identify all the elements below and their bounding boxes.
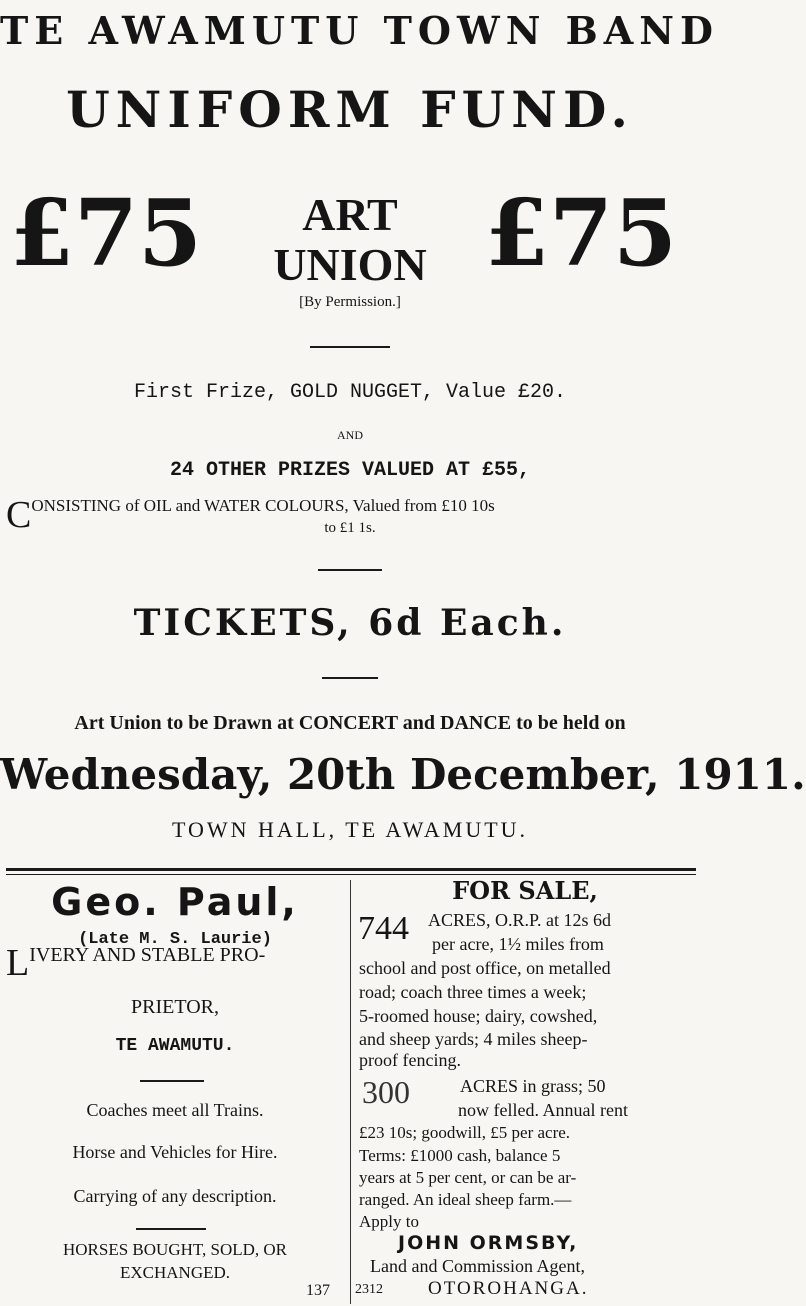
- livery-line-1: [6, 944, 265, 982]
- consisting-dropcap: C: [6, 494, 32, 536]
- tickets-line: TICKETS, 6d Each.: [133, 602, 567, 644]
- horses-line-2: EXCHANGED.: [119, 1263, 231, 1282]
- horse-line: Horse and Vehicles for Hire.: [72, 1142, 278, 1162]
- permission-note: [By Permission.]: [299, 294, 401, 310]
- advertiser-name: Geo. Paul,: [51, 880, 299, 924]
- other-prizes: 24 OTHER PRIZES VALUED AT £55,: [169, 459, 531, 482]
- lot-744-line: per acre, 1½ miles from: [432, 934, 604, 954]
- draw-place: TOWN HALL, TE AWAMUTU.: [171, 817, 529, 842]
- lot-300-number: 300: [362, 1074, 410, 1110]
- art-label: ART: [302, 189, 398, 240]
- lot-744-line: 5-roomed house; dairy, cowshed,: [359, 1006, 598, 1026]
- lot-744-number: 744: [358, 910, 409, 947]
- and-label: AND: [337, 428, 363, 442]
- first-prize: First Frize, GOLD NUGGET, Value £20.: [133, 381, 567, 404]
- lot-300-line: now felled. Annual rent: [458, 1100, 628, 1120]
- for-sale-heading: FOR SALE,: [452, 876, 598, 905]
- union-label: UNION: [273, 239, 427, 290]
- divider-rule: [322, 677, 378, 679]
- title-line-2: UNIFORM FUND.: [66, 80, 634, 139]
- draw-line: Art Union to be Drawn at CONCERT and DANCE to be held on: [74, 712, 626, 734]
- lot-300-line: years at 5 per cent, or can be ar-: [359, 1168, 577, 1187]
- draw-date: Wednesday, 20th December, 1911.: [0, 750, 806, 799]
- divider-rule: [136, 1228, 206, 1230]
- lot-300-line: Terms: £1000 cash, balance 5: [359, 1146, 561, 1165]
- lot-744-line: proof fencing.: [359, 1050, 461, 1070]
- agent-town: OTOROHANGA.: [428, 1278, 589, 1299]
- apply-line: Apply to: [359, 1212, 419, 1231]
- livery-dropcap: L: [6, 942, 30, 984]
- divider-rule: [318, 569, 382, 571]
- section-rule: [6, 868, 696, 871]
- horses-line-1: HORSES BOUGHT, SOLD, OR: [62, 1240, 287, 1259]
- carrying-line: Carrying of any description.: [73, 1186, 277, 1206]
- consisting-text: ONSISTING of OIL and WATER COLOURS, Valued from £10 10s: [31, 496, 495, 515]
- livery-text: IVERY AND STABLE PRO-: [29, 944, 266, 966]
- column-divider: [350, 880, 351, 1304]
- advertiser-late: (Late M. S. Laurie): [78, 930, 272, 949]
- section-rule: [6, 874, 696, 875]
- livery-line-2: PRIETOR,: [131, 996, 219, 1018]
- agent-title: Land and Commission Agent,: [370, 1256, 585, 1276]
- amount-right: £75: [485, 179, 678, 287]
- left-ad-number: 137: [306, 1282, 330, 1299]
- lot-744-line: school and post office, on metalled: [359, 958, 611, 978]
- lot-744-line: and sheep yards; 4 miles sheep-: [359, 1029, 588, 1049]
- divider-rule: [310, 346, 390, 348]
- coaches-line: Coaches meet all Trains.: [86, 1100, 264, 1120]
- lot-300-line: £23 10s; goodwill, £5 per acre.: [359, 1123, 571, 1142]
- divider-rule: [140, 1080, 204, 1082]
- consisting-line-2: to £1 1s.: [324, 520, 376, 536]
- right-ad-number: 2312: [355, 1282, 383, 1297]
- lot-300-line: ACRES in grass; 50: [460, 1076, 606, 1096]
- amount-left: £75: [10, 179, 203, 287]
- agent-name: JOHN ORMSBY,: [398, 1232, 579, 1254]
- lot-744-line: ACRES, O.R.P. at 12s 6d: [428, 910, 612, 930]
- title-line-1: TE AWAMUTU TOWN BAND: [0, 8, 719, 53]
- lot-300-line: ranged. An ideal sheep farm.—: [359, 1190, 572, 1209]
- lot-744-line: road; coach three times a week;: [359, 982, 587, 1002]
- livery-town: TE AWAMUTU.: [115, 1036, 235, 1056]
